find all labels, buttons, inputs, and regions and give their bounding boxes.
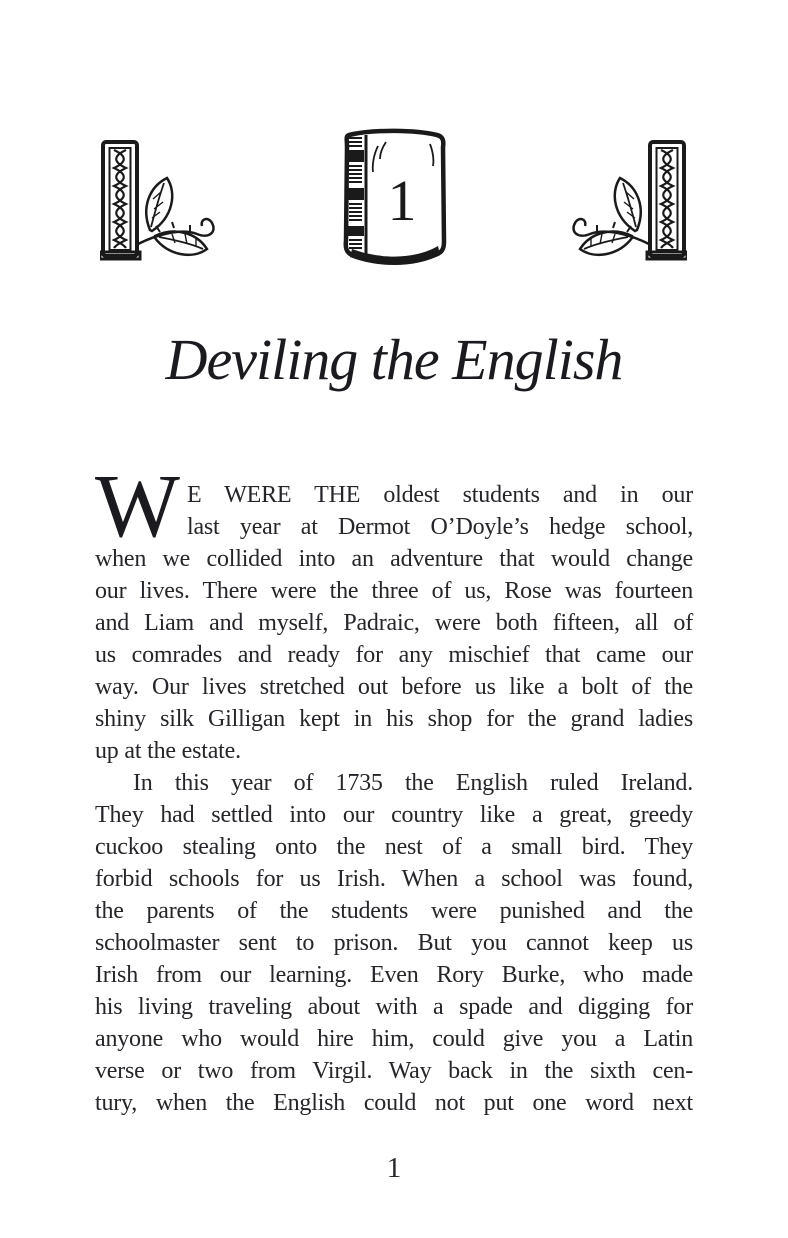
body-line: his living traveling about with a spade and digging for	[95, 994, 693, 1020]
celtic-pillar-leaf-icon-mirrored	[562, 140, 687, 262]
body-line: our lives. There were the three of us, Rose was fourteen	[95, 578, 693, 604]
body-line: cuckoo stealing onto the nest of a small bird. They	[95, 834, 693, 860]
body-line: tury, when the English could not put one word next	[95, 1090, 693, 1116]
body-line: up at the estate.	[95, 738, 241, 764]
celtic-pillar-leaf-ornament-left	[100, 140, 225, 262]
body-line: us comrades and ready for any mischief that came our	[95, 642, 693, 668]
celtic-pillar-leaf-ornament-right	[562, 140, 687, 262]
body-line: shiny silk Gilligan kept in his shop for the grand ladies	[95, 706, 693, 732]
celtic-pillar-leaf-icon	[100, 140, 225, 262]
body-line: Irish from our learning. Even Rory Burke, who made	[95, 962, 693, 988]
body-line: verse or two from Virgil. Way back in the sixth cen-	[95, 1058, 693, 1084]
book-icon	[334, 126, 456, 268]
body-line: They had settled into our country like a great, greedy	[95, 802, 693, 828]
body-line: E WERE THE oldest students and in our	[187, 482, 693, 508]
paragraph	[95, 767, 693, 1119]
body-line: and Liam and myself, Padraic, were both fifteen, all of	[95, 610, 693, 636]
body-line: forbid schools for us Irish. When a school was found,	[95, 866, 693, 892]
chapter-book-ornament	[334, 126, 456, 268]
body-line: anyone who would hire him, could give you a Latin	[95, 1026, 693, 1052]
body-line: when we collided into an adventure that would change	[95, 546, 693, 572]
chapter-title: Deviling the English	[165, 327, 623, 392]
page-number: 1	[386, 1152, 402, 1184]
body-line: the parents of the students were punished and the	[95, 898, 693, 924]
body-line: way. Our lives stretched out before us like a bolt of the	[95, 674, 693, 700]
body-line: last year at Dermot O’Doyle’s hedge school,	[187, 514, 693, 540]
body-line: schoolmaster sent to prison. But you cannot keep us	[95, 930, 693, 956]
body-line: In this year of 1735 the English ruled Ireland.	[133, 770, 693, 796]
dropcap: W	[95, 457, 180, 556]
chapter-number: 1	[387, 168, 417, 233]
paragraph	[95, 457, 693, 767]
body-text	[95, 457, 693, 1119]
